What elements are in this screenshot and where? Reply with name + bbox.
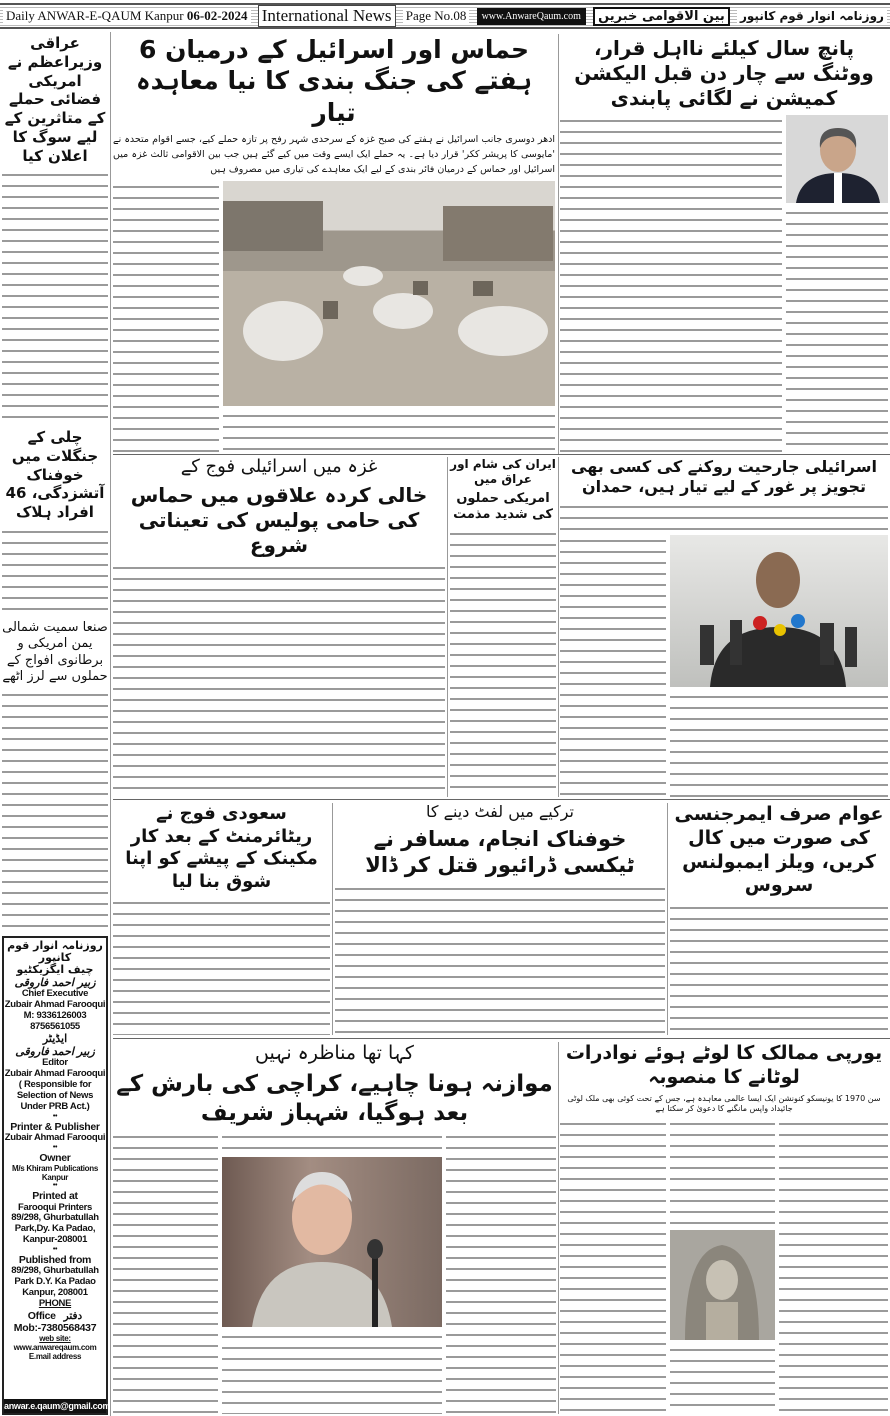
imprint-published-label: Published from (18, 1254, 92, 1267)
row3-right-headline: عوام صرف ایمرجنسی کی صورت میں کال کریں، ویلز ایمبولنس سروس (674, 803, 884, 897)
row2-left-headline: خالی کردہ علاقوں میں حماس کی حامی پولیس کی تعیناتی شروع (130, 482, 428, 557)
masthead-urdu: روزنامہ انوار قوم کانپور (737, 9, 887, 23)
row4-left-body-3 (222, 1331, 442, 1414)
row4-right-body-3 (670, 1344, 775, 1414)
row3-left-headline: سعودی فوج نے ریٹائرمنٹ کے بعد کار مکینک کے پیشے کو اپنا شوق بنا لیا (125, 803, 318, 892)
row3-mid-kicker: ترکیے میں لفٹ دینے کا (426, 802, 574, 821)
imprint-ce-urdu: چیف ایگزیکٹیو (16, 963, 94, 977)
row4-left-story (113, 1042, 556, 1414)
top-right-story (560, 36, 888, 452)
top-story-intro: ادھر دوسری جانب اسرائیل نے ہفتے کی صبح غزہ کے سرحدی شہر رفح پر تازہ حملے کیے، جسے اقوام متحدہ نے 'مایوسی کا پریشر ککر' قرار دیا ہے۔ یہ حملے ایک ایسے وقت میں کیے گئے ہیں جب بین الاقوامی ثالث غزہ میں اسرائیل اور حماس کے درمیان فائر بندی کے لیے ایک معاہدے کی تیاری میں مصروف ہیں (113, 133, 555, 176)
left-story-1-headline: عراقی وزیراعظم نے امریکی فضائی حملے کے متاثرین کے لیے سوگ کا اعلان کیا (4, 34, 106, 165)
artifact-statue-photo (670, 1230, 775, 1340)
section-title-urdu: بین الاقوامی خبریں (593, 7, 730, 26)
imprint-email-label: E.mail address (28, 1352, 82, 1362)
row2-left-story (113, 456, 445, 797)
row4-right-body-4 (560, 1118, 666, 1415)
left-story-3-headline: صنعا سمیت شمالی یمن امریکی و برطانوی افواج کے حملوں سے لرز اٹھے (2, 620, 108, 684)
page-number: Page No.08 (403, 8, 470, 24)
row4-right-story (560, 1042, 888, 1414)
row2-mid-headline: امریکی حملوں کی شدید مذمت (453, 491, 553, 523)
row3-mid-headline: خوفناک انجام، مسافر نے ٹیکسی ڈرائیور قتل کر ڈالا (365, 827, 635, 878)
imprint-masthead: روزنامہ انوار قوم کانپور (7, 939, 103, 965)
top-story (113, 34, 555, 452)
imprint-printer-label: Printer & Publisher (10, 1121, 100, 1134)
photo-illustration (223, 181, 553, 406)
top-right-body-col (786, 207, 888, 452)
imprint-web-label: web site: (39, 1334, 71, 1344)
top-story-body-col (113, 181, 219, 452)
gaza-graves-photo (223, 181, 555, 406)
row2-right-story (560, 457, 888, 797)
imprint-published-from: 89/298, Ghurbatullah Park D.Y. Ka Padao Kanpur, 208001 (11, 1265, 99, 1299)
row3-left-body (113, 897, 330, 1035)
left-story-1 (2, 34, 108, 424)
imprint-ce-name: Zubair Ahmad Farooqui (4, 999, 106, 1011)
page-header (0, 3, 890, 29)
left-story-3 (2, 620, 108, 932)
statue-illustration (670, 1230, 775, 1340)
row2-mid-body (450, 528, 556, 798)
row2-left-kicker: غزہ میں اسرائیلی فوج کے (180, 456, 378, 477)
row3-mid-body (335, 883, 665, 1036)
imprint-owner: M/s Khiram Publications Kanpur (11, 1164, 98, 1183)
imprint-editor-name: Zubair Ahmad Farooqui (4, 1068, 106, 1080)
section-title: International News (258, 5, 396, 27)
row4-left-headline: موازنہ ہونا چاہیے، کراچی کی بارش کے بعد ہوگیا، شہباز شریف (116, 1070, 553, 1126)
imprint-printed-at: Farooqui Printers 89/298, Ghurbatullah Park,Dy. Ka Padao, Kanpur-208001 (11, 1201, 99, 1246)
hamdan-press-conference-photo (670, 535, 888, 687)
row4-right-intro: سن 1970 کا یونیسکو کنونشن ایک ایسا عالمی معاہدہ ہے، جس کے تحت کوئی بھی ملک لوٹی جائیداد واپس مانگنے کا دعویٰ کر سکتا ہے (567, 1093, 881, 1113)
row3-mid-story (335, 802, 665, 1035)
imprint-editor-name-urdu: زبیر احمد فاروقی (15, 1045, 95, 1058)
row3-right-body (670, 902, 888, 1035)
row3-left-story (113, 803, 330, 1035)
row2-left-body (113, 562, 445, 798)
row4-left-body-2 (222, 1131, 442, 1153)
imprint-mobile: Mob:-7380568437 (13, 1322, 97, 1335)
portrait-illustration (786, 115, 888, 203)
imprint-box: روزنامہ انوار قوم کانپور چیف ایگزیکٹیو زبیر احمد فاروقی Chief Executive Zubair Ahmad Farooqui M: 9336126003 8756561055 ایڈیٹر زبیر احمد فاروقی Editor Zubair Ahmad Farooqui ( Responsible for Selection of News Under PRB Act.) •• Printer & Publisher Zubair Ahmad Farooqui •• Owner M/s Khiram Publications Kanpur •• Printed at Farooqui Printers 89/298, Ghurbatullah Park,Dy. Ka Padao, Kanpur-208001 •• Published from 89/298, Ghurbatullah Park D.Y. Ka Padao Kanpur, 208001 PHONE Office دفتر Mob:-7380568437 web site: www.anwareqaum.com E.mail address anwar.e.qaum@gmail.com (2, 936, 108, 1415)
left-story-2-headline: چلی کے جنگلات میں خوفناک آتشزدگی، 46 افراد ہلاک (5, 428, 105, 521)
imprint-owner-label: Owner (39, 1152, 71, 1165)
imprint-printer-name: Zubair Ahmad Farooqui (4, 1132, 106, 1144)
left-story-2-body (2, 526, 108, 616)
row2-right-body-top (560, 501, 888, 531)
imprint-printed-label: Printed at (32, 1190, 78, 1203)
paper-name-text: Daily ANWAR-E-QAUM Kanpur (6, 8, 184, 23)
top-story-headline: حماس اور اسرائیل کے درمیان 6 ہفتے کی جنگ بندی کا نیا معاہدہ تیار (136, 35, 532, 127)
issue-date: 06-02-2024 (186, 8, 248, 23)
website-link[interactable]: www.AnwareQaum.com (477, 8, 586, 25)
left-story-3-body (2, 689, 108, 932)
top-story-body (223, 410, 555, 452)
row4-right-body-2 (670, 1118, 775, 1227)
top-right-headline: پانچ سال کیلئے نااہل قرار، ووٹنگ سے چار دن قبل الیکشن کمیشن نے لگائی پابندی (574, 36, 874, 110)
row2-right-body (560, 535, 666, 797)
shehbaz-sharif-photo (222, 1157, 442, 1327)
imprint-phone-label: PHONE (38, 1298, 72, 1310)
row4-left-body-1 (446, 1131, 556, 1414)
row4-right-body (779, 1118, 888, 1415)
paper-name (3, 8, 251, 24)
press-illustration (670, 535, 888, 687)
row2-mid-story (450, 457, 556, 797)
imprint-web[interactable]: www.anwareqaum.com (13, 1343, 97, 1353)
speaker-illustration (222, 1157, 437, 1327)
left-story-1-body (2, 169, 108, 424)
row2-right-body-2 (670, 691, 888, 797)
imprint-mobile-1: M: 9336126003 (23, 1010, 87, 1022)
row2-mid-kicker: ایران کی شام اور عراق میں (450, 457, 556, 486)
politician-photo (786, 115, 888, 203)
row4-left-kicker: کہا تھا مناظرہ نہیں (255, 1042, 414, 1064)
imprint-ce: Chief Executive (21, 988, 89, 1000)
imprint-office-urdu: دفتر (63, 1309, 83, 1322)
row2-right-headline: اسرائیلی جارحیت روکنے کی کسی بھی تجویز پر غور کے لیے تیار ہیں، حمدان (571, 457, 877, 496)
row4-right-headline: یورپی ممالک کا لوٹے ہوئے نوادرات لوٹانے کا منصوبہ (565, 1042, 883, 1088)
imprint-name-urdu: زبیر احمد فاروقی (14, 975, 96, 989)
left-story-2 (2, 428, 108, 616)
imprint-prb: ( Responsible for Selection of News Under PRB Act.) (16, 1079, 94, 1113)
imprint-editor-urdu: ایڈیٹر (42, 1033, 68, 1046)
row4-left-body-4 (113, 1131, 218, 1414)
imprint-mobile-2: 8756561055 (30, 1021, 80, 1033)
row3-right-story (670, 803, 888, 1035)
top-right-body (560, 115, 782, 452)
imprint-editor: Editor (42, 1057, 68, 1069)
imprint-office: Office (27, 1309, 56, 1322)
imprint-email[interactable]: anwar.e.qaum@gmail.com (4, 1399, 106, 1413)
